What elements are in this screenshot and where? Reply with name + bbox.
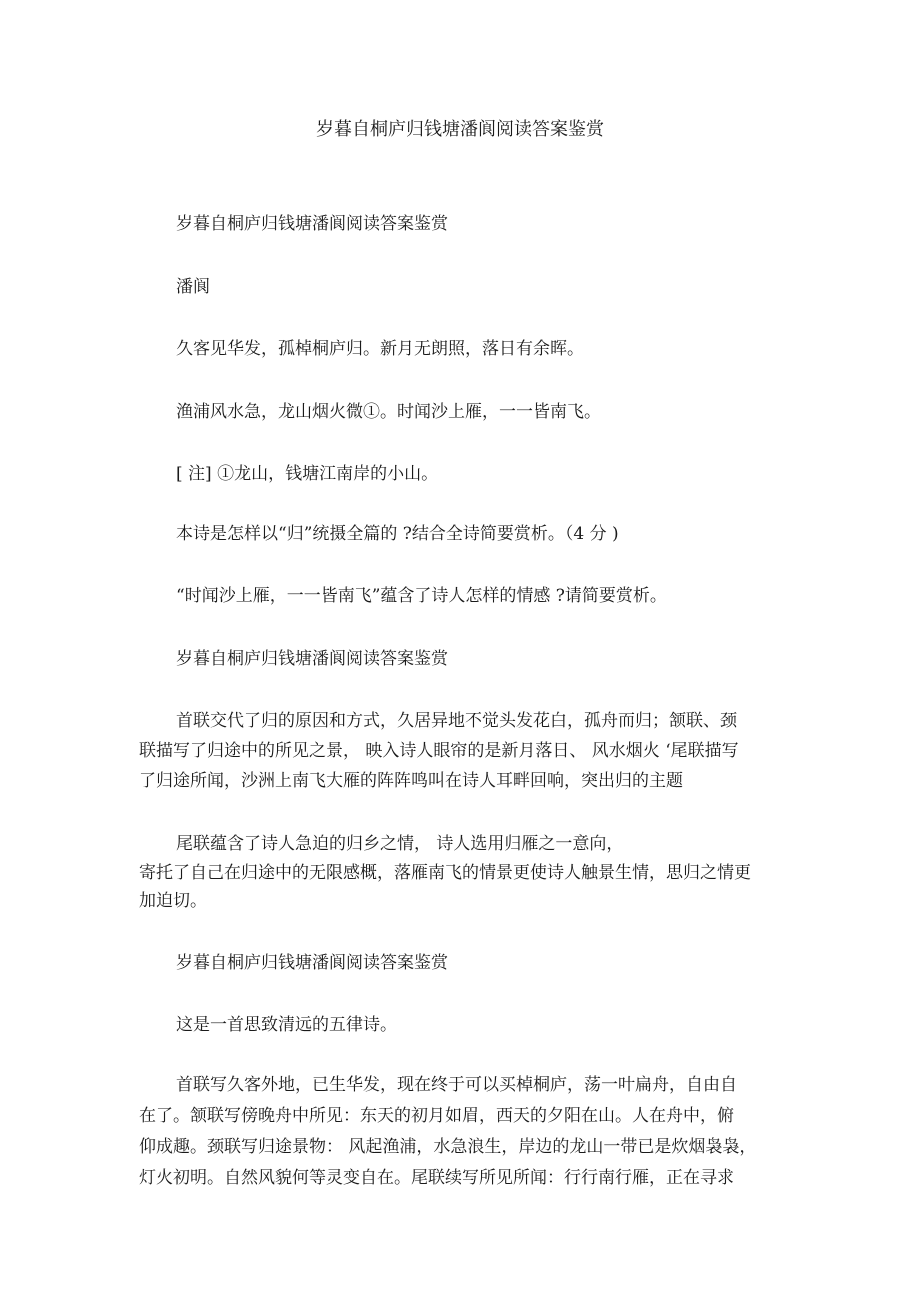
section-heading: 岁暮自桐庐归钱塘潘阆阅读答案鉴赏 (176, 649, 448, 669)
question: 本诗是怎样以“归”统摄全篇的 ?结合全诗简要赏析。（4 分 ) (176, 524, 619, 544)
poem-line: 久客见华发，孤棹桐庐归。新月无朗照，落日有余晖。 (176, 339, 584, 359)
answer-line: 首联交代了归的原因和方式，久居异地不觉头发花白，孤舟而归；颔联、颈 (176, 711, 737, 731)
answer-line: 寄托了自己在归途中的无限感概，落雁南飞的情景更使诗人触景生情，思归之情更 (139, 863, 751, 883)
appreciation-line: 仰成趣。颈联写归途景物： 风起渔浦，水急浪生，岸边的龙山一带已是炊烟袅袅， (139, 1137, 757, 1157)
appreciation-line: 首联写久客外地，已生华发，现在终于可以买棹桐庐，荡一叶扁舟，自由自 (176, 1075, 737, 1095)
answer-line: 了归途所闻，沙洲上南飞大雁的阵阵鸣叫在诗人耳畔回响，突出归的主题 (139, 771, 683, 791)
appreciation-intro: 这是一首思致清远的五律诗。 (176, 1015, 397, 1035)
section-heading: 岁暮自桐庐归钱塘潘阆阅读答案鉴赏 (176, 953, 448, 973)
answer-line: 加迫切。 (139, 891, 207, 911)
poem-note: [ 注] ①龙山，钱塘江南岸的小山。 (176, 464, 439, 484)
answer-line: 联描写了归途中的所见之景， 映入诗人眼帘的是新月落日、 风水烟火 ‘尾联描写 (139, 741, 739, 761)
question: “时闻沙上雁，一一皆南飞”蕴含了诗人怎样的情感 ?请简要赏析。 (176, 586, 667, 606)
section-heading: 岁暮自桐庐归钱塘潘阆阅读答案鉴赏 (176, 214, 448, 234)
poem-line: 渔浦风水急，龙山烟火微①。时闻沙上雁，一一皆南飞。 (176, 402, 601, 422)
document-title: 岁暮自桐庐归钱塘潘阆阅读答案鉴赏 (316, 119, 604, 140)
appreciation-line: 在了。颔联写傍晚舟中所见：东天的初月如眉，西天的夕阳在山。人在舟中，俯 (139, 1106, 734, 1126)
appreciation-line: 灯火初明。自然风貌何等灵变自在。尾联续写所见所闻：行行南行雁，正在寻求 (139, 1168, 734, 1188)
answer-line: 尾联蕴含了诗人急迫的归乡之情， 诗人选用归雁之一意向， (176, 834, 624, 854)
poem-author: 潘阆 (176, 277, 210, 297)
